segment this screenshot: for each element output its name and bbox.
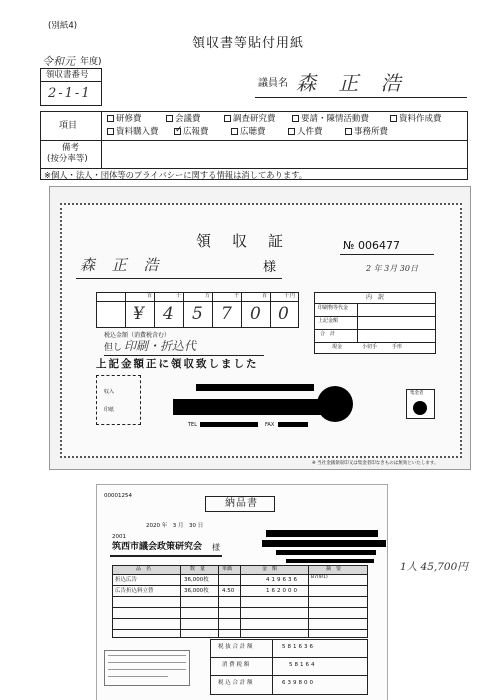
checkbox[interactable] [107, 115, 114, 122]
fine-print-line [108, 676, 168, 677]
breakdown-method: 小切手 [362, 344, 378, 350]
items-header: 摘 要 [326, 566, 342, 572]
total-label: 消 費 税 額 [222, 662, 250, 668]
breakdown-line [314, 342, 436, 343]
breakdown-title: 内 訳 [366, 294, 385, 301]
items-table-col [308, 565, 309, 638]
item-amount: 162000 [266, 588, 299, 594]
breakdown-method: 手形 [392, 344, 403, 350]
form-title: 領収書等貼付用紙 [192, 36, 305, 51]
receipt-number: № 006477 [343, 239, 400, 252]
category-meeting[interactable]: 会議費 [166, 115, 201, 124]
breakdown-line [314, 316, 436, 317]
collector-label: 集金者 [410, 391, 424, 396]
category-personnel[interactable]: 人件費 [288, 128, 323, 137]
breakdown-col [357, 303, 358, 342]
fine-print-line [108, 655, 186, 656]
fiscal-year-handwritten: 令和元 [42, 55, 75, 68]
amount-grid-col [154, 292, 155, 328]
item-name: 広告折込料立替 [115, 588, 154, 594]
amount-grid-col [125, 292, 126, 328]
amount-digit: 7 [221, 304, 232, 324]
tadashi-label: 但し [104, 343, 123, 353]
item-qty: 36,000枚 [184, 588, 209, 594]
attachment-tag: (別紙4) [48, 21, 78, 31]
items-header: 数 量 [190, 566, 206, 572]
member-name-underline [255, 97, 467, 98]
category-public-hearing[interactable]: 広聴費 [231, 128, 266, 137]
receipt-honorific: 様 [263, 260, 277, 275]
total-label: 税 込 合 計 額 [218, 680, 253, 686]
breakdown-method: 現金 [332, 344, 343, 350]
total-label: 税 抜 合 計 額 [218, 644, 253, 650]
receipt-date: 2 年 3月 30日 [366, 264, 418, 273]
amount-header: 十 [176, 293, 182, 299]
item-note: B7(9/1) [311, 575, 328, 580]
privacy-notice: ※個人・法人・団体等のプライバシーに関する情報は消してあります。 [44, 170, 308, 180]
receipt-purpose: 印刷・折込代 [124, 339, 197, 353]
redaction-bar [262, 540, 386, 547]
amount-grid-col [183, 292, 184, 328]
purpose-underline [104, 355, 264, 356]
remarks-label: 備考 [62, 143, 80, 153]
category-document-making[interactable]: 資料作成費 [390, 115, 442, 124]
tax-included-label: 税込金額（消費税含む） [104, 332, 171, 339]
amount-header: 万 [205, 293, 211, 299]
items-header: 品 名 [136, 566, 152, 572]
redaction-bar [278, 422, 308, 427]
fine-print-line [108, 669, 186, 670]
checkbox[interactable] [231, 128, 238, 135]
total-value: 581636 [282, 644, 315, 650]
amount-digit: ¥ [133, 304, 144, 324]
delivery-date: 2020 年 3 月 30 日 [146, 523, 204, 529]
fiscal-year-suffix: 年度) [80, 57, 102, 67]
revenue-stamp-area [96, 375, 141, 425]
breakdown-row-label: 上記金額 [318, 318, 339, 324]
receipt-number-divider [40, 81, 102, 82]
form-table-row-divider [40, 168, 468, 169]
client-name: 筑西市議会政策研究会 [112, 542, 203, 552]
checkbox[interactable] [292, 115, 299, 122]
redaction-bar [266, 530, 378, 537]
member-name-value: 森 正 浩 [296, 71, 409, 95]
client-underline [110, 555, 222, 557]
check-mark-icon: ✓ [175, 125, 183, 135]
items-table-col [218, 565, 219, 638]
redaction-bar [196, 384, 314, 391]
breakdown-row-label: 印刷物等代金 [318, 305, 349, 311]
fine-print-line [108, 662, 186, 663]
amount-grid-col [212, 292, 213, 328]
client-code: 2001 [112, 534, 126, 540]
fax-label: FAX [265, 422, 275, 428]
form-table-row-divider [40, 140, 468, 141]
stamp-label: 印紙 [104, 407, 115, 413]
totals-line [210, 675, 368, 676]
items-header: 金 額 [262, 566, 278, 572]
category-research-training[interactable]: 研修費 [107, 115, 142, 124]
amount-header: 十 [284, 293, 290, 299]
receipt-footnote: ※ 当社金銭領収印又は集金者印なきものは無効といたします。 [312, 461, 439, 466]
breakdown-line [314, 303, 436, 304]
amount-digit: 5 [192, 304, 203, 324]
total-value: 58164 [289, 662, 317, 668]
category-investigation[interactable]: 調査研究費 [224, 115, 276, 124]
checkbox[interactable] [166, 115, 173, 122]
amount-digit: 0 [278, 304, 289, 324]
amount-grid-col [241, 292, 242, 328]
items-header: 単価 [222, 566, 233, 572]
receipt-title: 領 収 証 [196, 232, 287, 250]
redaction-bar [276, 550, 376, 555]
category-public-relations[interactable]: ✓ 広報費 [175, 125, 209, 137]
receipt-number-label: 領収書番号 [46, 70, 89, 80]
totals-line [210, 657, 368, 658]
amount-header: 百 [262, 293, 268, 299]
totals-col [272, 639, 273, 695]
receipt-number-underline [340, 254, 434, 255]
amount-header: 百 [147, 293, 153, 299]
breakdown-line [314, 329, 436, 330]
checkbox[interactable] [390, 115, 397, 122]
receipt-payer-name: 森 正 浩 [80, 256, 165, 274]
stamp-label: 収入 [104, 389, 115, 395]
amount-header: 千 [234, 293, 240, 299]
item-label: 項目 [59, 121, 78, 131]
item-qty: 36,000枚 [184, 577, 209, 583]
amount-grid-col [270, 292, 271, 328]
member-name-label: 議員名 [258, 78, 288, 89]
receipt-name-underline [76, 278, 282, 279]
tel-label: TEL [188, 422, 197, 428]
amount-digit: 0 [250, 304, 261, 324]
client-honorific: 様 [212, 543, 220, 552]
breakdown-row-label: 合 計 [320, 331, 336, 337]
total-value: 639800 [282, 680, 315, 686]
checkbox-checked[interactable] [174, 125, 183, 135]
checkbox[interactable] [224, 115, 231, 122]
receipt-number-value: 2-1-1 [48, 86, 92, 101]
redaction-bar [173, 399, 330, 415]
redaction-bar [200, 422, 258, 427]
amount-header: 円 [290, 293, 296, 299]
amount-grid-header-line [96, 301, 299, 302]
checkbox[interactable] [107, 128, 114, 135]
category-office[interactable]: 事務所費 [345, 128, 388, 137]
category-document-purchase[interactable]: 資料購入費 [107, 128, 159, 137]
redaction-bar [286, 559, 374, 563]
checkbox[interactable] [345, 128, 352, 135]
items-table-col [240, 565, 241, 638]
company-seal-redaction [317, 386, 353, 422]
items-table-col [180, 565, 181, 638]
remarks-sub-label: (按分率等) [47, 154, 88, 164]
handwritten-per-person-note: 1人 45,700円 [400, 561, 468, 573]
item-name: 折込広告 [115, 577, 138, 583]
delivery-doc-number: 00001254 [104, 493, 132, 499]
amount-digit: 4 [163, 304, 174, 324]
item-unit: 4.50 [222, 588, 235, 594]
category-petition[interactable]: 要請・陳情活動費 [292, 115, 369, 124]
receipt-phrase: 上記金額正に領収致しました [96, 358, 259, 370]
delivery-title: 納品書 [225, 498, 258, 509]
item-amount: 419636 [266, 577, 299, 583]
checkbox[interactable] [288, 128, 295, 135]
collector-seal [413, 401, 427, 415]
